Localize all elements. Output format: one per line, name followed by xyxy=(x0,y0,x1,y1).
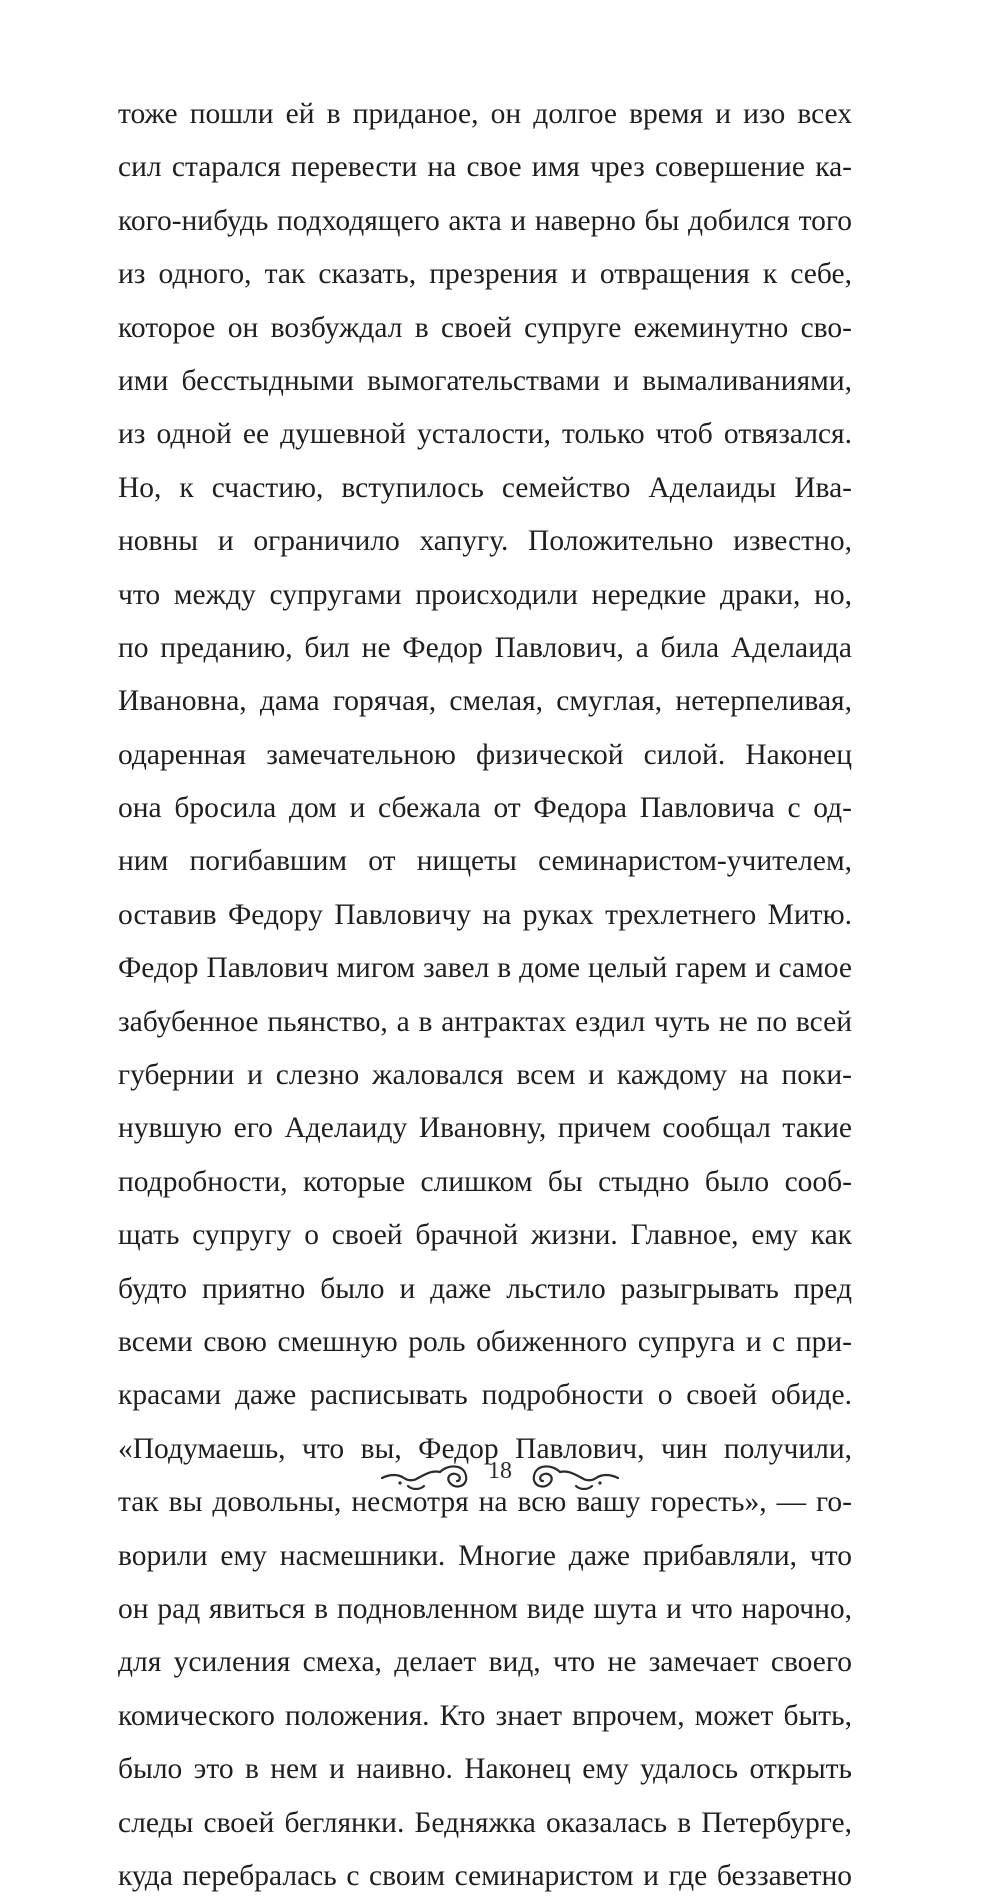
text-line-22: щать супругу о своей брачной жизни. Главное, ему как xyxy=(118,1219,852,1252)
text-line-33: следы своей беглянки. Бедняжка оказалась в Петербурге, xyxy=(118,1806,852,1839)
text-line-3: кого-нибудь подходящего акта и наверно бы добился того xyxy=(118,204,852,237)
text-line-7: из одной ее душевной усталости, только чтоб отвязался. xyxy=(118,418,852,451)
text-line-6: ими бесстыдными вымогательствами и вымаливаниями, xyxy=(118,364,852,397)
text-line-13: одаренная замечательною физической силой. Наконец xyxy=(118,738,852,771)
text-line-1: тоже пошли ей в приданое, он долгое время и изо всех xyxy=(118,98,852,130)
scroll-flourish-icon-right xyxy=(525,1452,620,1502)
text-line-29: он рад явиться в подновленном виде шута и что нарочно, xyxy=(118,1592,852,1625)
page-number: 18 xyxy=(488,1458,512,1484)
text-line-12: Ивановна, дама горячая, смелая, смуглая, нетерпеливая, xyxy=(118,685,852,718)
text-line-25: красами даже расписывать подробности о своей обиде. xyxy=(118,1379,852,1412)
text-line-8: Но, к счастию, вступилось семейство Аделаиды Ива- xyxy=(118,471,852,504)
text-line-18: забубенное пьянство, а в антрактах ездил чуть не по всей xyxy=(118,1005,852,1038)
text-line-5: которое он возбуждал в своей супруге ежеминутно сво- xyxy=(118,311,852,344)
text-line-30: для усиления смеха, делает вид, что не замечает своего xyxy=(118,1646,852,1679)
text-line-20: нувшую его Аделаиду Ивановну, причем сообщал такие xyxy=(118,1112,852,1145)
text-line-2: сил старался перевести на свое имя чрез совершение ка- xyxy=(118,151,852,184)
text-line-9: новны и ограничило хапугу. Положительно известно, xyxy=(118,525,852,558)
text-line-24: всеми свою смешную роль обиженного супруга и с при- xyxy=(118,1325,852,1358)
text-line-32: было это в нем и наивно. Наконец ему удалось открыть xyxy=(118,1753,852,1786)
text-line-4: из одного, так сказать, презрения и отвращения к себе, xyxy=(118,258,852,291)
text-line-27: так вы довольны, несмотря на всю вашу горесть», — го- xyxy=(118,1486,852,1519)
page-footer xyxy=(380,1452,620,1502)
text-line-15: ним погибавшим от нищеты семинаристом-учителем, xyxy=(118,845,852,878)
body-text xyxy=(118,88,852,1903)
text-line-34: куда перебралась с своим семинаристом и где беззаветно xyxy=(118,1859,852,1892)
text-line-16: оставив Федору Павловичу на руках трехлетнего Митю. xyxy=(118,898,852,931)
text-line-19: губернии и слезно жаловался всем и каждому на поки- xyxy=(118,1059,852,1092)
text-line-14: она бросила дом и сбежала от Федора Павловича с од- xyxy=(118,792,852,825)
text-line-10: что между супругами происходили нередкие драки, но, xyxy=(118,578,852,611)
text-line-23: будто приятно было и даже льстило разыгрывать пред xyxy=(118,1272,852,1305)
scroll-flourish-icon xyxy=(380,1452,475,1502)
text-line-17: Федор Павлович мигом завел в доме целый гарем и самое xyxy=(118,952,852,985)
text-line-31: комического положения. Кто знает впрочем, может быть, xyxy=(118,1699,852,1732)
text-line-11: по преданию, бил не Федор Павлович, а била Аделаида xyxy=(118,631,852,664)
text-line-28: ворили ему насмешники. Многие даже прибавляли, что xyxy=(118,1539,852,1572)
text-line-21: подробности, которые слишком бы стыдно было сооб- xyxy=(118,1165,852,1198)
text-line-26: «Подумаешь, что вы, Федор Павлович, чин получили, xyxy=(118,1432,852,1465)
